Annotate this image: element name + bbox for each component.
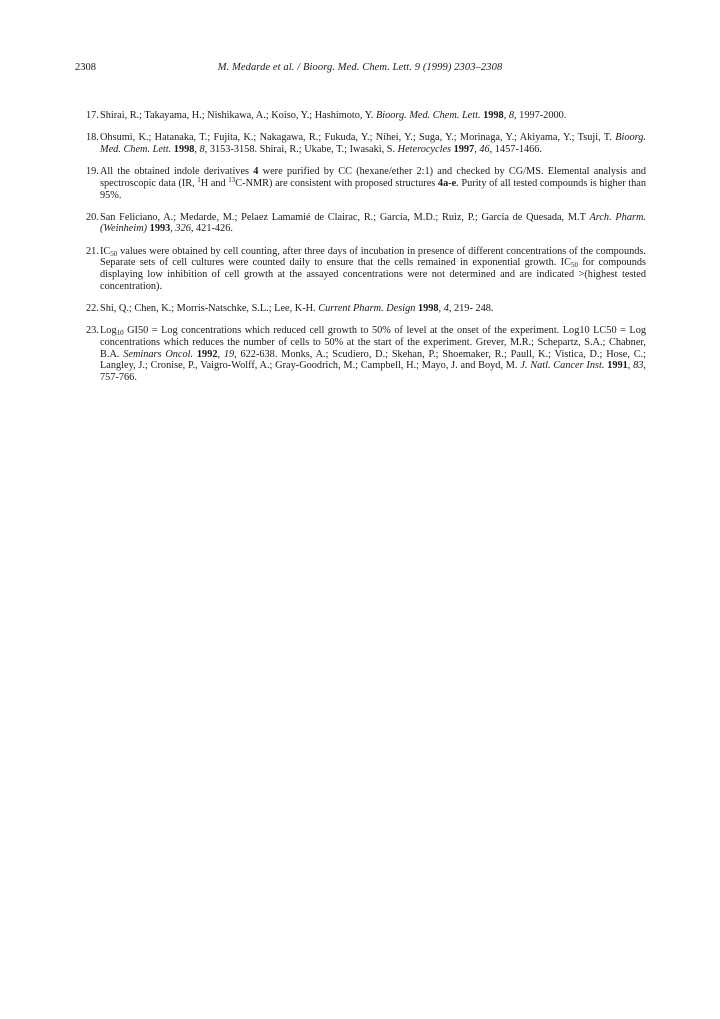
reference-text: San Feliciano, A.; Medarde, M.; Pelaez Lamamié de Clairac, R.; García, M.D.; Ruiz, P.; García de Quesada, M.T Arch. Pharm. (Weinheim) 1993, 326, 421-426.	[100, 211, 646, 235]
page-header	[75, 62, 645, 78]
reference-item	[86, 246, 646, 293]
reference-text: All the obtained indole derivatives 4 were purified by CC (hexane/ether 2:1) and checked by CG/MS. Elemental analysis and spectroscopic data (IR, $^1$H and $^{13}$C-NMR) are consistent with proposed structures 4a-e. Purity of all tested compounds is higher than 95%.	[100, 166, 647, 201]
reference-text: $IC_{50}$ values were obtained by cell counting, after three days of incubation in presence of different concentrations of the compounds. Separate sets of cell cultures were counted daily to ensure that the cells remained in exponential growth. $IC_{50}$ for compounds displaying low inhibition of cell growth at the assayed concentrations were not determined and are indicated >(highest tested concentration).	[100, 245, 647, 292]
reference-item	[86, 325, 646, 384]
reference-text: Ohsumi, K.; Hatanaka, T.; Fujita, K.; Nakagawa, R.; Fukuda, Y.; Nihei, Y.; Suga, Y.; Morinaga, Y.; Akiyama, Y.; Tsuji, T. Bioorg. Med. Chem. Lett. 1998, 8, 3153-3158. Shirai, R.; Ukabe, T.; Iwasaki, S. Heterocycles 1997, 46, 1457-1466.	[100, 132, 646, 155]
reference-number: 21.	[86, 245, 99, 257]
reference-item	[86, 166, 646, 201]
reference-item	[86, 110, 646, 122]
reference-item	[86, 303, 646, 315]
reference-item	[86, 132, 646, 155]
page-number: 2308	[75, 62, 96, 73]
reference-number: 22.	[86, 302, 99, 314]
reference-text: Shirai, R.; Takayama, H.; Nishikawa, A.; Koiso, Y.; Hashimoto, Y. Bioorg. Med. Chem. Lett. 1998, 8, 1997-2000.	[100, 110, 567, 121]
reference-text: Shi, Q.; Chen, K.; Morris-Natschke, S.L.; Lee, K-H. Current Pharm. Design 1998, 4, 219- 248.	[100, 302, 494, 314]
reference-number: 23.	[86, 325, 99, 337]
reference-list	[86, 110, 646, 394]
reference-text: Log$_{10}$ GI50 = Log concentrations which reduced cell growth to 50% of level at the onset of the experiment. Log10 LC50 = Log concentrations which reduces the number of cells to 50% at the start of the experiment. Grever, M.R.; Schepartz, S.A.; Chabner, B.A. Seminars Oncol. 1992, 19, 622-638. Monks, A.; Scudiero, D.; Skehan, P.; Shoemaker, R.; Paull, K.; Vistica, D.; Hose, C.; Langley, J.; Cronise, P., Vaigro-Wolff, A.; Gray-Goodrich, M.; Campbell, H.; Mayo, J. and Boyd, M. J. Natl. Cancer Inst. 1991, 83, 757-766.	[100, 325, 647, 383]
running-head: M. Medarde et al. / Bioorg. Med. Chem. Lett. 9 (1999) 2303–2308	[217, 62, 503, 73]
reference-number: 17.	[86, 110, 99, 121]
reference-number: 18.	[86, 132, 99, 144]
reference-item	[86, 212, 646, 235]
reference-number: 20.	[86, 211, 99, 223]
reference-number: 19.	[86, 166, 99, 178]
